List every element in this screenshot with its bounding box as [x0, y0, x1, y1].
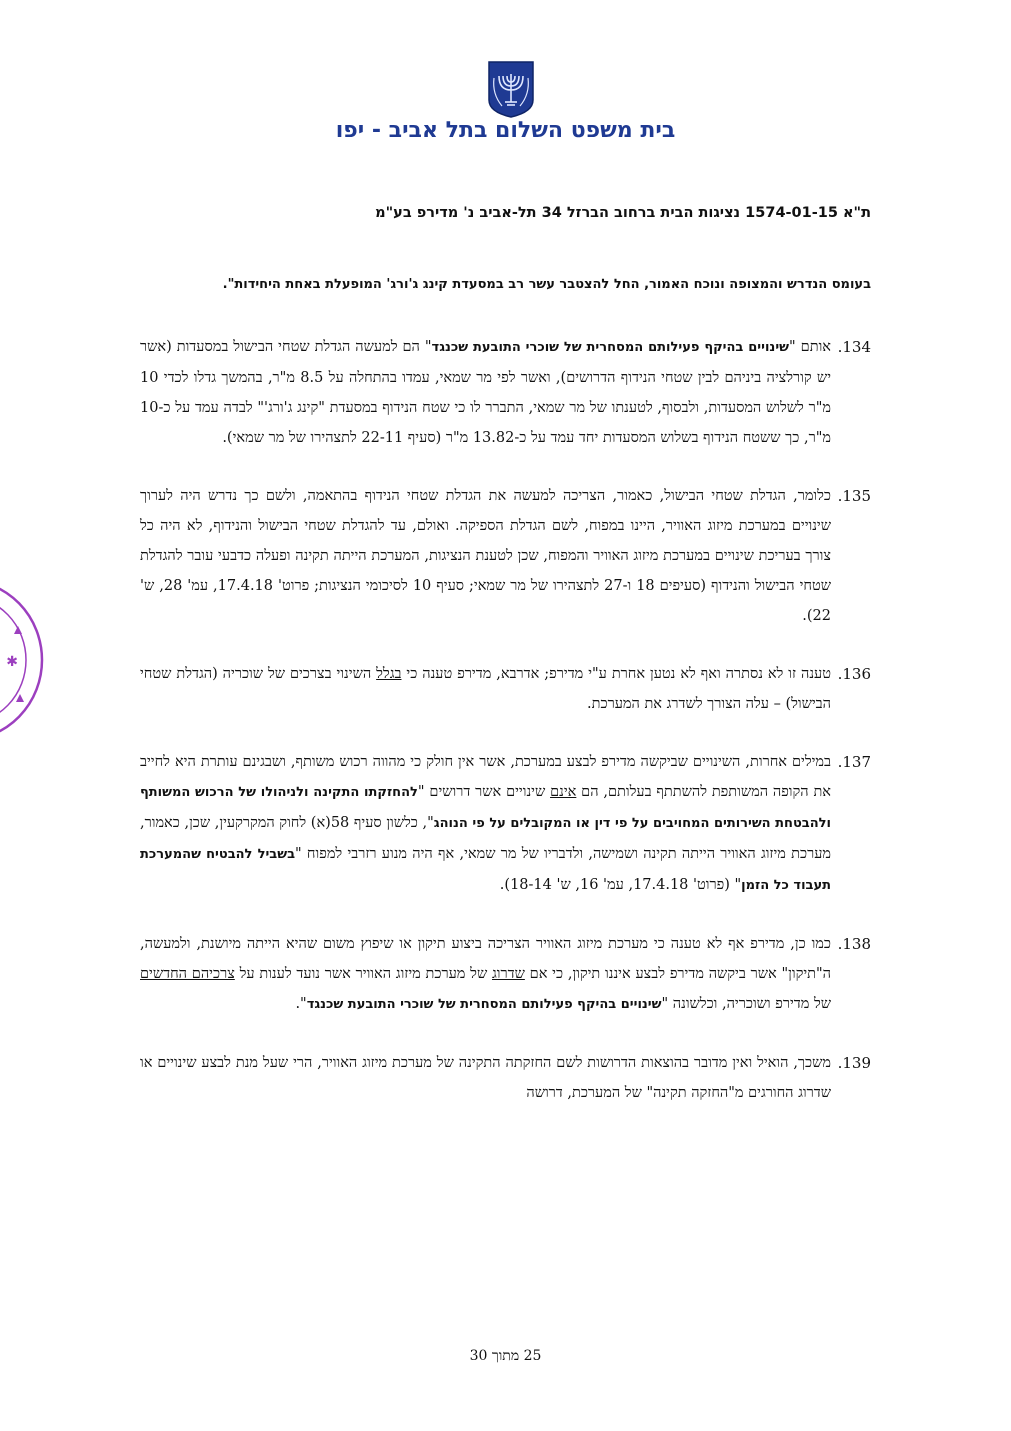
paragraph-text: השינוי בצרכים של שוכריה (הגדלת שטחי הבישול) – עלה הצורך לשדרג את המערכת. — [140, 666, 831, 712]
state-emblem-icon — [486, 60, 536, 118]
paragraph-number: 136. — [837, 665, 871, 683]
underlined-text: בגלל — [376, 666, 402, 682]
bold-quote: להחזקתו התקינה ולניהולו של הרכוש המשותף ולהבטחת השירותים המחויבים על פי דין או המקובלים על פי הנוהג — [140, 785, 831, 831]
case-title: ת"א 1574-01-15 נציגות הבית ברחוב הברזל 34 תל-אביב נ' מדירפ בע"מ — [375, 205, 871, 221]
paragraph-list — [140, 332, 871, 1108]
numbered-paragraph — [140, 1048, 871, 1108]
paragraph-text: של מערכת מיזוג האוויר אשר נועד לענות על — [234, 966, 492, 982]
paragraph-text: אותם " — [789, 339, 831, 355]
paragraph-number: 137. — [837, 753, 871, 771]
numbered-paragraph — [140, 332, 871, 453]
paragraph-text: משכך, הואיל ואין מדובר בהוצאות הדרושות לשם החזקתה התקינה של מערכת מיזוג האוויר, הרי שעל מנת לבצע שינויים או שדרוג החורגים מ"החזקה תקינה" של המערכת, דרושה — [140, 1055, 831, 1101]
numbered-paragraph — [140, 659, 871, 719]
paragraph-text: ", כלשון סעיף 58(א) לחוק המקרקעין, שכן, כאמור, מערכת מיזוג האוויר הייתה תקינה ושמישה, ולדבריו של מר שמאי, אף היה מנוע רזרבי למפוח " — [140, 815, 831, 862]
underlined-text: שדרוג — [492, 966, 525, 982]
paragraph-text: " (פרוט' 17.4.18, עמ' 16, ש' 18-14). — [499, 877, 742, 893]
svg-text:✱: ✱ — [6, 654, 18, 670]
numbered-paragraph — [140, 481, 871, 631]
paragraph-number: 139. — [837, 1054, 871, 1072]
bold-quote: שינויים בהיקף פעילותם המסחרית של שוכרי התובעת שכנגד — [306, 997, 662, 1012]
bold-quote: שינויים בהיקף פעילותם המסחרית של שוכרי התובעת שכנגד — [431, 340, 790, 355]
document-body — [140, 270, 871, 1136]
numbered-paragraph — [140, 929, 871, 1020]
paragraph-text: שינויים אשר דרושים " — [417, 784, 551, 800]
paragraph-text: כמו כן, מדירפ אף לא טענה כי מערכת מיזוג האוויר הצריכה ביצוע תיקון או שיפוץ משום שהיא הייתה מיושנת, ולמעשה, ה"תיקון" אשר ביקשה מדירפ לבצע איננו תיקון, כי אם — [140, 936, 831, 982]
underlined-text: צרכיהם החדשים — [140, 966, 235, 982]
court-stamp-icon — [0, 578, 46, 742]
page-number: 25 מתוך 30 — [469, 1348, 542, 1364]
paragraph-number: 134. — [837, 338, 871, 356]
paragraph-text: ". — [295, 996, 307, 1012]
numbered-paragraph — [140, 747, 871, 901]
underlined-text: אינם — [550, 784, 577, 800]
paragraph-text: " הם למעשה הגדלת שטחי הבישול במסעדות (אשר יש קורלציה ביניהם לבין שטחי הנידוף הדרושים), ואשר לפי מר שמאי, עמדו בהתחלה על 8.5 מ"ר, בהמשך גדלו לכדי 10 מ"ר לשלוש המסעדות, ולבסוף, לטענתו של מר שמאי, התברר לו כי שטח הנידוף במסעדת "קינג ג'ורג'" לבדה עמד על כ-10 מ"ר, כך ששטח הנידוף בשלוש המסעדות יחד עמד על כ-13.82 מ"ר (סעיף 22-11 לתצהירו של מר שמאי). — [140, 339, 832, 446]
paragraph-text: של מדירפ ושוכריה, וכלשונה " — [661, 996, 831, 1012]
bold-quote: בשביל להבטיח שהמערכת תעבוד כל הזמן — [140, 847, 831, 893]
quote-continuation: בעומס הנדרש והמצופה ונוכח האמור, החל להצטבר עשר רב במסעדת קינג ג'ורג' המופעלת באחת היחידות". — [222, 277, 871, 292]
paragraph-text: כלומר, הגדלת שטחי הבישול, כאמור, הצריכה למעשה את הגדלת שטחי הנידוף בהתאמה, ולשם כך נדרש היה לערוך שינויים במערכת מיזוג האוויר, היינו במפוח, לשם הגדלת הספיקה. ואולם, עד להגדלת שטחי הבישול והנידוף, לא היה כל צורך בעריכת שינויים במערכת מיזוג האוויר והמפוח, שכן לטענת הנציגות, המערכת הייתה תקינה ופעלה כדבעי עובר להגדלת שטחי הבישול והנידוף (סעיפים 18 ו-27 לתצהירו של מר שמאי; סעיף 10 לסיכומי הנציגות; פרוט' 17.4.18, עמ' 28, ש' 22). — [140, 488, 831, 624]
paragraph-text: במילים אחרות, השינויים שביקשה מדירפ לבצע במערכת, אשר אין חולק כי מהווה רכוש משותף, ושבגינם עותרת היא לחייב את הקופה המשותפת להשתתף בעלותם, הם — [140, 754, 831, 800]
paragraph-number: 135. — [837, 487, 871, 505]
paragraph-text: טענה זו לא נסתרה ואף לא נטען אחרת ע"י מדירפ; אדרבא, מדירפ טענה כי — [401, 666, 831, 682]
paragraph-number: 138. — [837, 935, 871, 953]
court-name: בית משפט השלום בתל אביב - יפו — [335, 118, 676, 143]
